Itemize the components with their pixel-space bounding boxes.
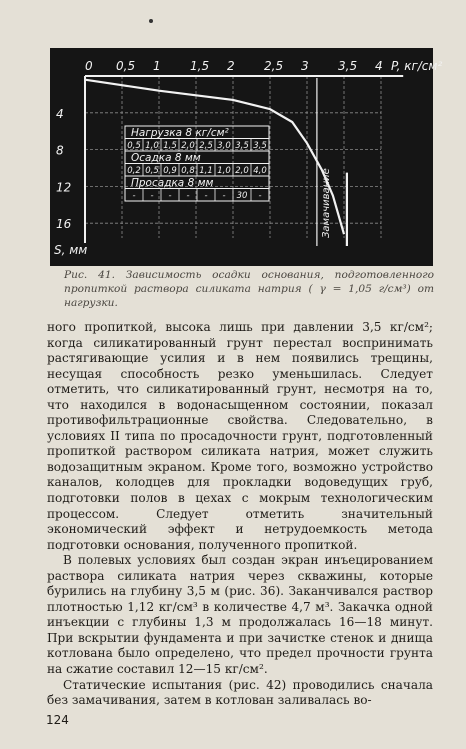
table-cell: - — [186, 191, 190, 201]
table-cell: 3,5 — [253, 141, 267, 151]
x-tick-label: 1 — [153, 59, 161, 73]
paragraph-3: Статические испытания (рис. 42) проводились сначала без замачивания, затем в котлован заливалась во- — [47, 677, 433, 708]
paragraph-2: В полевых условиях был создан экран инъецированием раствора силиката натрия через скважины, которые бурились на глубину 3,5 м (рис. 36). Заканчивался раствор плотностью 1,12 кг/см³ в количестве 4,7 м³. Закачка одной инъекции с глубины 1,3 м продолжалась 16—18 минут. При вскрытии фундамента и при зачистке стенок и днища котлована было определено, что предел прочности грунта на сжатие составил 12—15 кг/см². — [47, 553, 433, 677]
table-cell: 0,9 — [163, 166, 177, 176]
table-cell: 2,0 — [181, 141, 195, 151]
x-tick-label: 0 — [85, 59, 93, 73]
table-header-label: Осадка 8 мм — [131, 152, 201, 164]
table-cell: 1,0 — [217, 166, 231, 176]
table-cell: 1,5 — [163, 141, 177, 151]
y-tick-label: 12 — [56, 180, 72, 195]
settlement-chart — [50, 48, 443, 266]
table-cell: - — [150, 191, 154, 201]
x-tick-label: 2 — [227, 59, 235, 73]
page-number: 124 — [46, 713, 69, 727]
figure-41 — [50, 48, 443, 266]
x-tick-label: 3 — [301, 59, 309, 73]
soaking-label: Замачивание — [320, 168, 332, 238]
x-tick-label: 3,5 — [338, 59, 358, 73]
table-cell: 0,5 — [145, 166, 159, 176]
table-header-label: Просадка 8 мм — [131, 177, 214, 189]
paragraph-1: ного пропиткой, высока лишь при давлении 3,5 кг/см²; когда силикатированный грунт перестал воспринимать растягивающие усилия и в нем появились трещины, несущая способность резко уменьшилась. Следует отметить, что силикатированный грунт, несмотря на то, что находился в водонасыщенном состоянии, показал противофильтрационные свойства. Следовательно, в условиях II типа по просадочности грунт, подготовленный пропиткой раствором силиката натрия, может служить водозащитным экраном. Кроме того, возможно устройство каналов, колодцев для прокладки водоведущих груб, подготовки полов в цехах с мокрым технологическим процессом. Следует отметить значительный экономический эффект и нетрудоемкость метода подготовки основания, полученного пропиткой. — [47, 320, 433, 552]
y-axis-label: S, мм — [54, 243, 88, 257]
table-header-label: Нагрузка 8 кг/см² — [131, 127, 229, 139]
y-tick-label: 4 — [56, 106, 64, 121]
print-speck — [149, 19, 153, 23]
y-tick-label: 16 — [56, 217, 72, 232]
x-tick-label: 4 — [375, 59, 383, 73]
table-cell: 3,0 — [217, 141, 231, 151]
table-cell: 2,5 — [199, 141, 213, 151]
x-axis-label: P, кг/см² — [391, 59, 443, 73]
table-cell: 0,5 — [127, 141, 141, 151]
table-cell: - — [132, 191, 136, 201]
x-tick-label: 2,5 — [264, 59, 284, 73]
table-cell: - — [258, 191, 262, 201]
table-cell: 3,5 — [235, 141, 249, 151]
y-tick-label: 8 — [56, 143, 64, 158]
table-cell: 4,0 — [253, 166, 267, 176]
x-tick-label: 1,5 — [190, 59, 210, 73]
settlement-curve — [85, 80, 344, 235]
table-cell: 0,2 — [127, 166, 141, 176]
table-cell: 2,0 — [235, 166, 249, 176]
table-cell: - — [222, 191, 226, 201]
x-tick-label: 0,5 — [116, 59, 136, 73]
body-text — [47, 320, 433, 709]
table-cell: 1,0 — [145, 141, 159, 151]
table-cell: 30 — [236, 191, 248, 201]
table-cell: - — [168, 191, 172, 201]
table-cell: 0,8 — [181, 166, 195, 176]
table-cell: 1,1 — [199, 166, 213, 176]
figure-caption: Рис. 41. Зависимость осадки основания, подготовленного пропиткой раствора силиката натрия ( γ = 1,05 г/см³) от нагрузки. — [64, 269, 434, 309]
table-cell: - — [204, 191, 208, 201]
